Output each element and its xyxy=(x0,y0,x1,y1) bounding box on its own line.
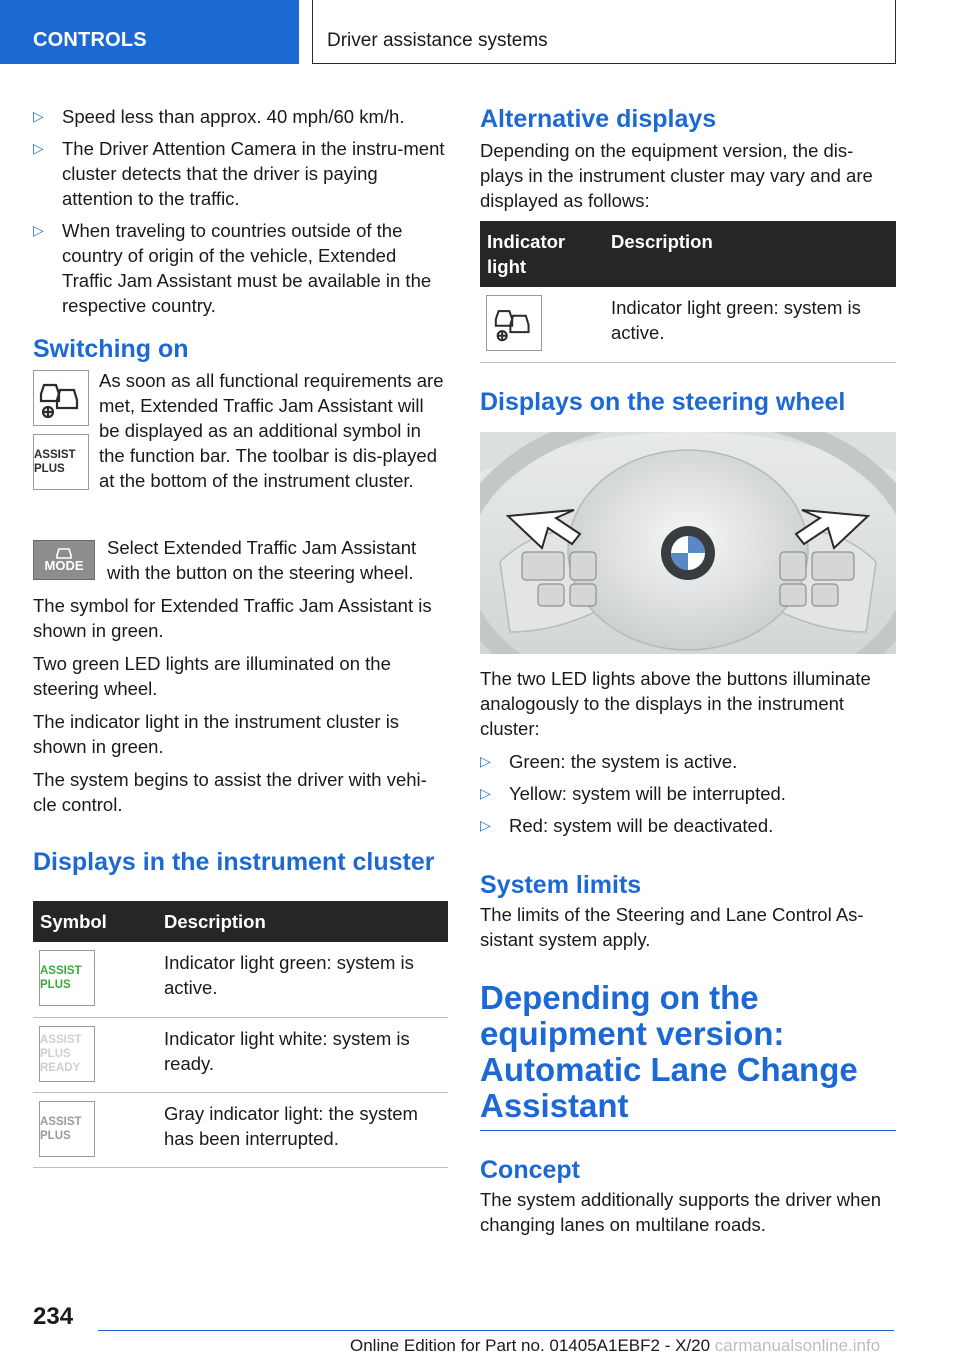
table-row xyxy=(480,287,896,362)
assist-plus-ready-icon: ASSIST PLUS READY xyxy=(39,1026,95,1082)
select-block xyxy=(33,535,448,593)
wheel-text: The two LED lights above the buttons illuminate analogously to the displays in the instrument cluster: xyxy=(480,668,871,739)
table-cell: Indicator light green: system is active. xyxy=(157,942,448,1017)
switching-heading: Switching on xyxy=(33,335,189,363)
concept-heading: Concept xyxy=(480,1156,580,1184)
assist-plus-icon: ASSIST PLUS xyxy=(33,434,89,490)
paragraph: The symbol for Extended Traffic Jam Assistant is shown in green. xyxy=(33,595,432,641)
table-cell: Indicator light white: system is ready. xyxy=(157,1017,448,1092)
list-item: ▷ When traveling to countries outside of the country of origin of the vehicle, Extended Traffic Jam Assistant must be available in the respective country. xyxy=(33,218,448,318)
footer-edition: Online Edition for Part no. 01405A1EBF2 - X/20 carmanualsonline.info xyxy=(350,1336,881,1355)
assist-plus-gray-icon: ASSIST PLUS xyxy=(39,1101,95,1157)
right-column xyxy=(480,104,896,417)
table-header: Symbol xyxy=(33,901,157,942)
list-item: ▷ Yellow: system will be interrupted. xyxy=(480,781,896,806)
select-text: Select Extended Traffic Jam Assistant with the button on the steering wheel. xyxy=(107,537,417,583)
chapter-title: Driver assistance systems xyxy=(327,30,548,51)
limits-heading: System limits xyxy=(480,871,642,899)
limits-text: The limits of the Steering and Lane Control As-sistant system apply. xyxy=(480,904,864,950)
section-title: CONTROLS xyxy=(33,29,147,51)
section-tab xyxy=(0,0,299,64)
left-column xyxy=(33,104,448,1168)
list-item: ▷ Green: the system is active. xyxy=(480,749,896,774)
switching-text: As soon as all functional requirements are met, Extended Traffic Jam Assistant will be displayed as an additional symbol in the function bar. The toolbar is dis-played at the bottom of the instrument cluster. xyxy=(99,370,444,491)
table-header: Description xyxy=(604,221,896,287)
paragraph: The indicator light in the instrument cluster is shown in green. xyxy=(33,711,400,757)
table-header: Indicator light xyxy=(480,221,604,287)
watermark: carmanualsonline.info xyxy=(714,1336,881,1355)
right-column-lower xyxy=(480,666,896,1245)
wheel-heading: Displays on the steering wheel xyxy=(480,387,846,416)
alt-table xyxy=(480,221,896,363)
list-item: ▷ Red: system will be deactivated. xyxy=(480,813,896,838)
cluster-heading: Displays in the instrument cluster xyxy=(33,848,435,876)
alt-heading: Alternative displays xyxy=(480,105,717,133)
concept-text: The system additionally supports the driver when changing lanes on multilane roads. xyxy=(480,1189,882,1235)
traffic-jam-assistant-icon xyxy=(33,370,89,426)
page-number: 234 xyxy=(33,1303,74,1330)
table-cell: Indicator light green: system is active. xyxy=(604,287,896,362)
list-item: ▷ Speed less than approx. 40 mph/60 km/h. xyxy=(33,104,448,129)
main-heading: Depending on the equipment version: Automatic Lane Change Assistant xyxy=(480,980,896,1131)
table-row xyxy=(33,942,448,1017)
list-item: ▷ The Driver Attention Camera in the instru-ment cluster detects that the driver is paying attention to the traffic. xyxy=(33,136,448,211)
paragraph: Two green LED lights are illuminated on the steering wheel. xyxy=(33,653,391,699)
table-cell: Gray indicator light: the system has been interrupted. xyxy=(157,1092,448,1167)
table-row xyxy=(33,1092,448,1167)
steering-wheel-image xyxy=(480,432,896,654)
table-row xyxy=(33,1017,448,1092)
traffic-jam-green-icon xyxy=(486,295,542,351)
alt-text: Depending on the equipment version, the dis-plays in the instrument cluster may vary and are displayed as follows: xyxy=(480,140,873,211)
assist-plus-green-icon: ASSIST PLUS xyxy=(39,950,95,1006)
table-header: Description xyxy=(157,901,448,942)
switching-block xyxy=(33,368,448,535)
mode-button-icon: MODE xyxy=(33,540,95,580)
cluster-table xyxy=(33,901,448,1168)
chapter-tab xyxy=(312,0,896,64)
paragraph: The system begins to assist the driver with vehi-cle control. xyxy=(33,769,427,815)
footer-divider xyxy=(98,1330,894,1331)
